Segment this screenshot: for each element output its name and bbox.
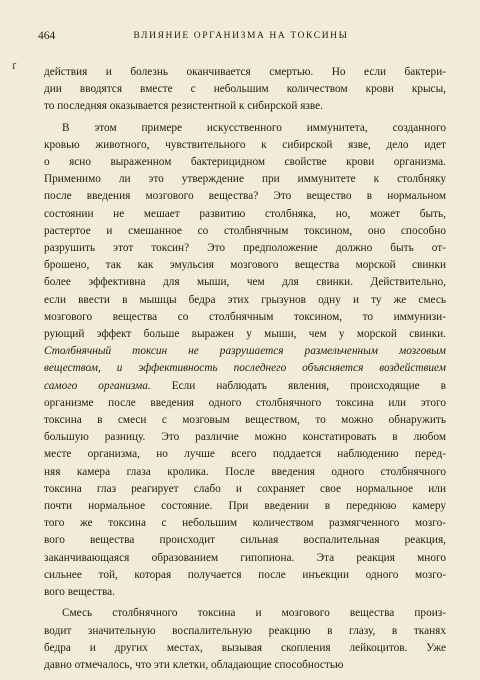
text-line <box>44 360 446 377</box>
running-title: ВЛИЯНИЕ ОРГАНИЗМА НА ТОКСИНЫ <box>133 31 349 41</box>
emphasized-text: Столбнячный токсин не разрушается размельченным мозговым <box>44 345 446 358</box>
page-number: 464 <box>38 30 56 42</box>
text-line: месте организма, но лучше всего поддается наблюдению перед- <box>44 448 446 461</box>
text-line: разрушить этот токсин? Это предположение должно быть от- <box>44 242 446 255</box>
text-line: вого вещества. <box>44 586 115 599</box>
text-line: водит значительную воспалительную реакцию в глазу, в тканях <box>44 624 446 637</box>
text-line: рующий эффект больше выражен у мыши, чем у морской свинки. <box>44 328 446 341</box>
paragraph <box>44 605 446 674</box>
paragraph <box>44 120 446 602</box>
text-line <box>44 343 446 360</box>
text-line: о ясно выраженном бактерицидном свойстве крови организма. <box>44 156 446 169</box>
text-line <box>44 378 446 395</box>
text-line: растертое и смешанное со столбнячным токсином, оно способно <box>44 224 446 237</box>
text-line: няя камера глаза кролика. После введения одного столбнячного <box>44 465 446 478</box>
text-line: того же токсина с небольшим количеством размягченного мозго- <box>44 517 446 530</box>
text-line: состоянии не мешает развитию столбняка, но, может быть, <box>44 207 446 220</box>
text-line: дии вводятся вместе с небольшим количеством крови крысы, <box>44 83 446 96</box>
text-line: давно отмечалось, что эти клетки, обладающие способностью <box>44 658 344 671</box>
text-line: Применимо ли это утверждение при иммунитете к столбняку <box>44 173 446 186</box>
text-line: бедра и других местах, вызывая скопления лейкоцитов. Уже <box>44 641 446 654</box>
text-line: то последняя оказывается резистентной к сибирской язве. <box>44 100 323 113</box>
emphasized-text: веществом, и эффективность последнего объясняется воздействием <box>44 362 446 375</box>
text-line: мозгового вещества со столбнячным токсином, то иммунизи- <box>44 310 446 323</box>
text-line: токсина глаз реагирует слабо и сохраняет свое нормальное или <box>44 482 446 495</box>
text-line: если ввести в мышцы бедра этих грызунов одну и ту же смесь <box>44 293 446 306</box>
text-line: заканчивающаяся образованием гипопиона. Эта реакция много <box>44 551 446 564</box>
text-line: вого вещества происходит сильная воспалительная реакция, <box>44 534 446 547</box>
page-body <box>44 64 446 674</box>
text-line: более эффективна для мыши, чем для свинки. Действительно, <box>44 276 446 289</box>
paragraph <box>44 64 446 116</box>
text-line: Смесь столбнячного токсина и мозгового вещества произ- <box>62 607 446 620</box>
text-line: после введения мозгового вещества? Это вещество в нормальном <box>44 190 446 203</box>
text-run: Если наблюдать явления, происходящие в <box>150 379 447 392</box>
text-line: токсина в смеси с мозговым веществом, то можно обнаружить <box>44 414 446 427</box>
text-line: В этом примере искусственного иммунитета, созданного <box>62 121 446 134</box>
text-line: брошено, так как эмульсия мозгового вещества морской свинки <box>44 259 446 272</box>
text-line: действия и болезнь оканчивается смертью. Но если бактери- <box>44 66 446 78</box>
text-line: кровью животного, чувствительного к сибирской язве, дело идет <box>44 138 446 151</box>
text-line: большую разницу. Это различие можно констатировать в любом <box>44 431 446 444</box>
emphasized-text: самого организма. <box>44 379 151 392</box>
text-line: организме после введения одного столбнячного токсина или этого <box>44 396 446 409</box>
text-line: сильнее той, которая получается после инъекции одного мозго- <box>44 568 446 581</box>
page-header <box>38 30 444 48</box>
margin-mark: ґ <box>12 58 17 72</box>
text-line: почти нормальное состояние. При введении в переднюю камеру <box>44 500 446 513</box>
